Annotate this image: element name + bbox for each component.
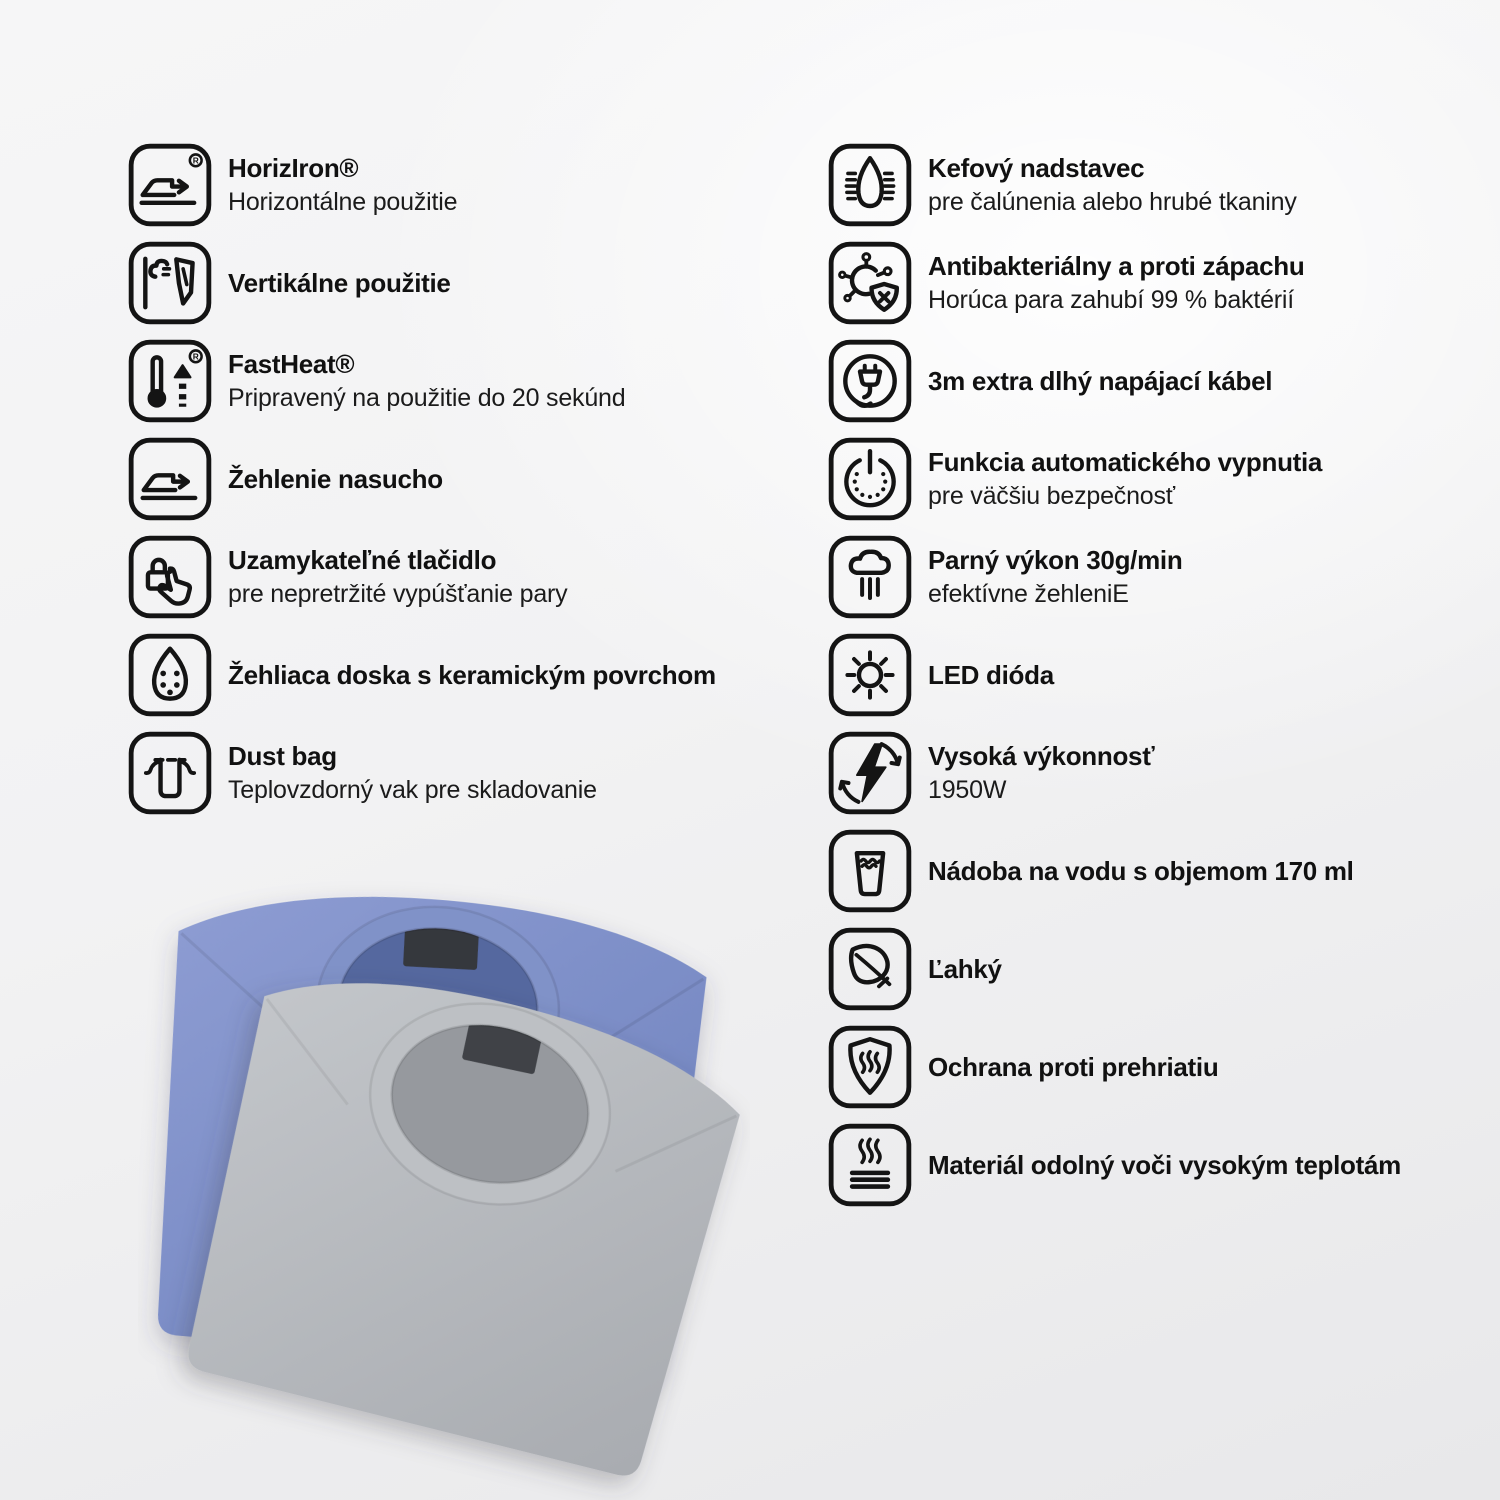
feature-title: LED dióda [928,660,1054,690]
feature-item [828,339,1500,423]
feature-item [828,1025,1500,1109]
feature-text [928,633,1054,717]
feature-text [928,437,1322,521]
feature-item [128,339,800,423]
feature-text [928,1123,1401,1207]
feature-text [928,829,1354,913]
feature-title: Žehlenie nasucho [228,464,443,494]
feature-title: Vysoká výkonnosť [928,741,1155,771]
feature-item [128,731,800,815]
iron-dry-icon [128,437,212,521]
antibacterial-shield-icon [828,241,912,325]
folded-tshirts-photo [138,852,750,1500]
feature-text [928,927,1002,1011]
feature-title: Ľahký [928,954,1002,984]
feature-title: Dust bag [228,741,337,771]
feature-item [828,437,1500,521]
feature-text [928,339,1272,423]
iron-horizontal-icon [128,143,212,227]
features-column-left [128,143,800,815]
auto-shutoff-icon [828,437,912,521]
feature-subtitle: Horizontálne použitie [228,188,458,216]
overheat-protection-icon [828,1025,912,1109]
led-light-icon [828,633,912,717]
lock-steam-button-icon [128,535,212,619]
feature-item [828,633,1500,717]
feature-title: Nádoba na vodu s objemom 170 ml [928,856,1354,886]
feature-subtitle: pre nepretržité vypúšťanie pary [228,580,568,608]
feature-text [928,241,1304,325]
feather-light-icon [828,927,912,1011]
feature-item [828,143,1500,227]
feature-text [928,1025,1218,1109]
feature-item [128,437,800,521]
feature-text [928,731,1154,815]
feature-subtitle: Horúca para zahubí 99 % baktérií [928,286,1295,314]
feature-item [828,535,1500,619]
feature-title: Ochrana proti prehriatiu [928,1052,1219,1082]
feature-text [228,633,716,717]
features-column-right [828,143,1500,1207]
feature-item [828,1123,1500,1207]
feature-text [228,535,567,619]
feature-subtitle: 1950W [928,776,1007,804]
folded-tshirts-illustration [138,852,750,1500]
brush-attachment-icon [828,143,912,227]
feature-title: Funkcia automatického vypnutia [928,447,1323,477]
feature-text [928,143,1297,227]
feature-title: Žehliaca doska s keramickým povrchom [228,660,716,690]
feature-title: Uzamykateľné tlačidlo [228,545,497,575]
feature-title: 3m extra dlhý napájací kábel [928,366,1273,396]
feature-title: Vertikálne použitie [228,268,451,298]
feature-item [828,829,1500,913]
feature-text [228,339,625,423]
power-cable-icon [828,339,912,423]
feature-item [828,927,1500,1011]
feature-title: HorizIron® [228,153,359,183]
feature-subtitle: pre čalúnenia alebo hrubé tkaniny [928,188,1297,216]
feature-title: Materiál odolný voči vysokým teplotám [928,1150,1401,1180]
feature-item [828,241,1500,325]
high-power-icon [828,731,912,815]
feature-item [128,241,800,325]
feature-subtitle: Teplovzdorný vak pre skladovanie [228,776,597,804]
feature-item [128,633,800,717]
fast-heat-thermometer-icon [128,339,212,423]
feature-subtitle: Pripravený na použitie do 20 sekúnd [228,384,626,412]
iron-vertical-steam-icon [128,241,212,325]
feature-text [228,731,597,815]
steam-output-icon [828,535,912,619]
water-tank-icon [828,829,912,913]
feature-item [128,143,800,227]
feature-title: Kefový nadstavec [928,153,1145,183]
dust-bag-icon [128,731,212,815]
feature-text [928,535,1182,619]
feature-item [128,535,800,619]
feature-title: Antibakteriálny a proti zápachu [928,251,1305,281]
feature-text [228,437,443,521]
feature-title: FastHeat® [228,349,355,379]
feature-text [228,241,451,325]
feature-subtitle: pre väčšiu bezpečnosť [928,482,1175,510]
feature-text [228,143,457,227]
feature-subtitle: efektívne žehleniE [928,580,1129,608]
heat-resistant-icon [828,1123,912,1207]
ceramic-soleplate-icon [128,633,212,717]
feature-item [828,731,1500,815]
feature-title: Parný výkon 30g/min [928,545,1183,575]
